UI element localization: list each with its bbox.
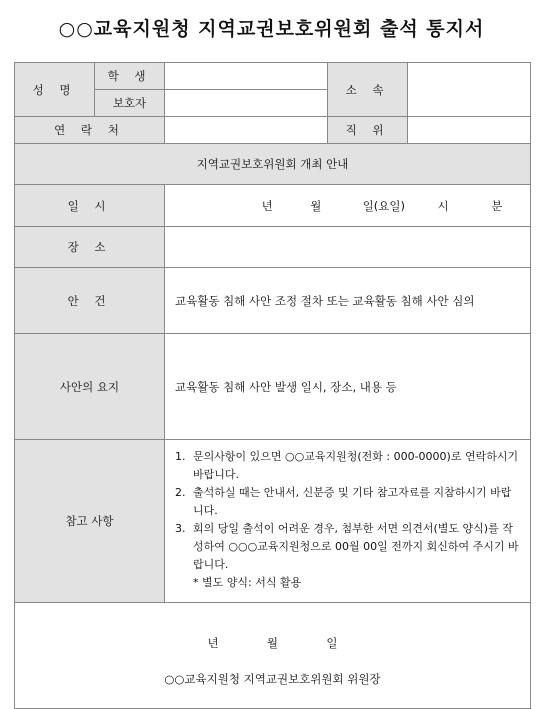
name-label: 성 명 <box>15 63 95 117</box>
year-text: 년 <box>261 198 273 213</box>
guardian-label: 보호자 <box>95 90 165 117</box>
note-item: 3. 회의 당일 출석이 어려운 경우, 첨부한 서면 의견서(별도 양식)를 작성하여 ○○○교육지원청으로 00월 00일 전까지 회신하여 주시기 바랍니다. <box>175 522 519 571</box>
affiliation-field[interactable] <box>408 63 531 117</box>
guardian-name-field[interactable] <box>165 90 328 117</box>
contact-label: 연 락 처 <box>15 117 165 144</box>
notice-form <box>14 62 531 709</box>
student-name-field[interactable] <box>165 63 328 90</box>
notes-sub: * 별도 양식: 서식 활용 <box>193 576 302 589</box>
datetime-label: 일 시 <box>15 185 165 227</box>
contact-field[interactable] <box>165 117 328 144</box>
section-header: 지역교권보호위원회 개최 안내 <box>15 144 531 185</box>
summary-label: 사안의 요지 <box>15 334 165 440</box>
note-item: 1. 문의사항이 있으면 ○○교육지원청(전화 : 000-0000)로 연락하시기 바랍니다. <box>175 450 519 481</box>
position-field[interactable] <box>408 117 531 144</box>
page-title: ○○교육지원청 지역교권보호위원회 출석 통지서 <box>58 18 485 40</box>
month-text: 월 <box>310 198 322 213</box>
footer-signer: ○○교육지원청 지역교권보호위원회 위원장 <box>164 671 381 686</box>
footer-date: 년 월 일 <box>207 635 338 650</box>
note-item: 2. 출석하실 때는 안내서, 신분증 및 기타 참고자료를 지참하시기 바랍니다. <box>175 486 512 517</box>
notes-list <box>165 440 531 603</box>
note-text: 문의사항이 있으면 ○○교육지원청(전화 : 000-0000)로 연락하시기 바랍니다. <box>193 450 519 481</box>
note-text: 회의 당일 출석이 어려운 경우, 첨부한 서면 의견서(별도 양식)를 작성하여 ○○○교육지원청으로 00월 00일 전까지 회신하여 주시기 바랍니다. <box>193 522 519 571</box>
hour-text: 시 <box>437 198 449 213</box>
day-text: 일(요일) <box>362 198 405 213</box>
datetime-field[interactable] <box>165 185 531 227</box>
minute-text: 분 <box>491 198 503 213</box>
notes-label: 참고 사항 <box>15 440 165 603</box>
summary-value: 교육활동 침해 사안 발생 일시, 장소, 내용 등 <box>165 334 531 440</box>
place-label: 장 소 <box>15 227 165 268</box>
datetime-value <box>165 198 530 214</box>
position-label: 직 위 <box>328 117 408 144</box>
agenda-label: 안 건 <box>15 268 165 334</box>
agenda-value: 교육활동 침해 사안 조정 절차 또는 교육활동 침해 사안 심의 <box>165 268 531 334</box>
footer-cell <box>15 603 531 709</box>
student-label: 학 생 <box>95 63 165 90</box>
affiliation-label: 소 속 <box>328 63 408 117</box>
note-text: 출석하실 때는 안내서, 신분증 및 기타 참고자료를 지참하시기 바랍니다. <box>193 486 512 517</box>
place-field[interactable] <box>165 227 531 268</box>
